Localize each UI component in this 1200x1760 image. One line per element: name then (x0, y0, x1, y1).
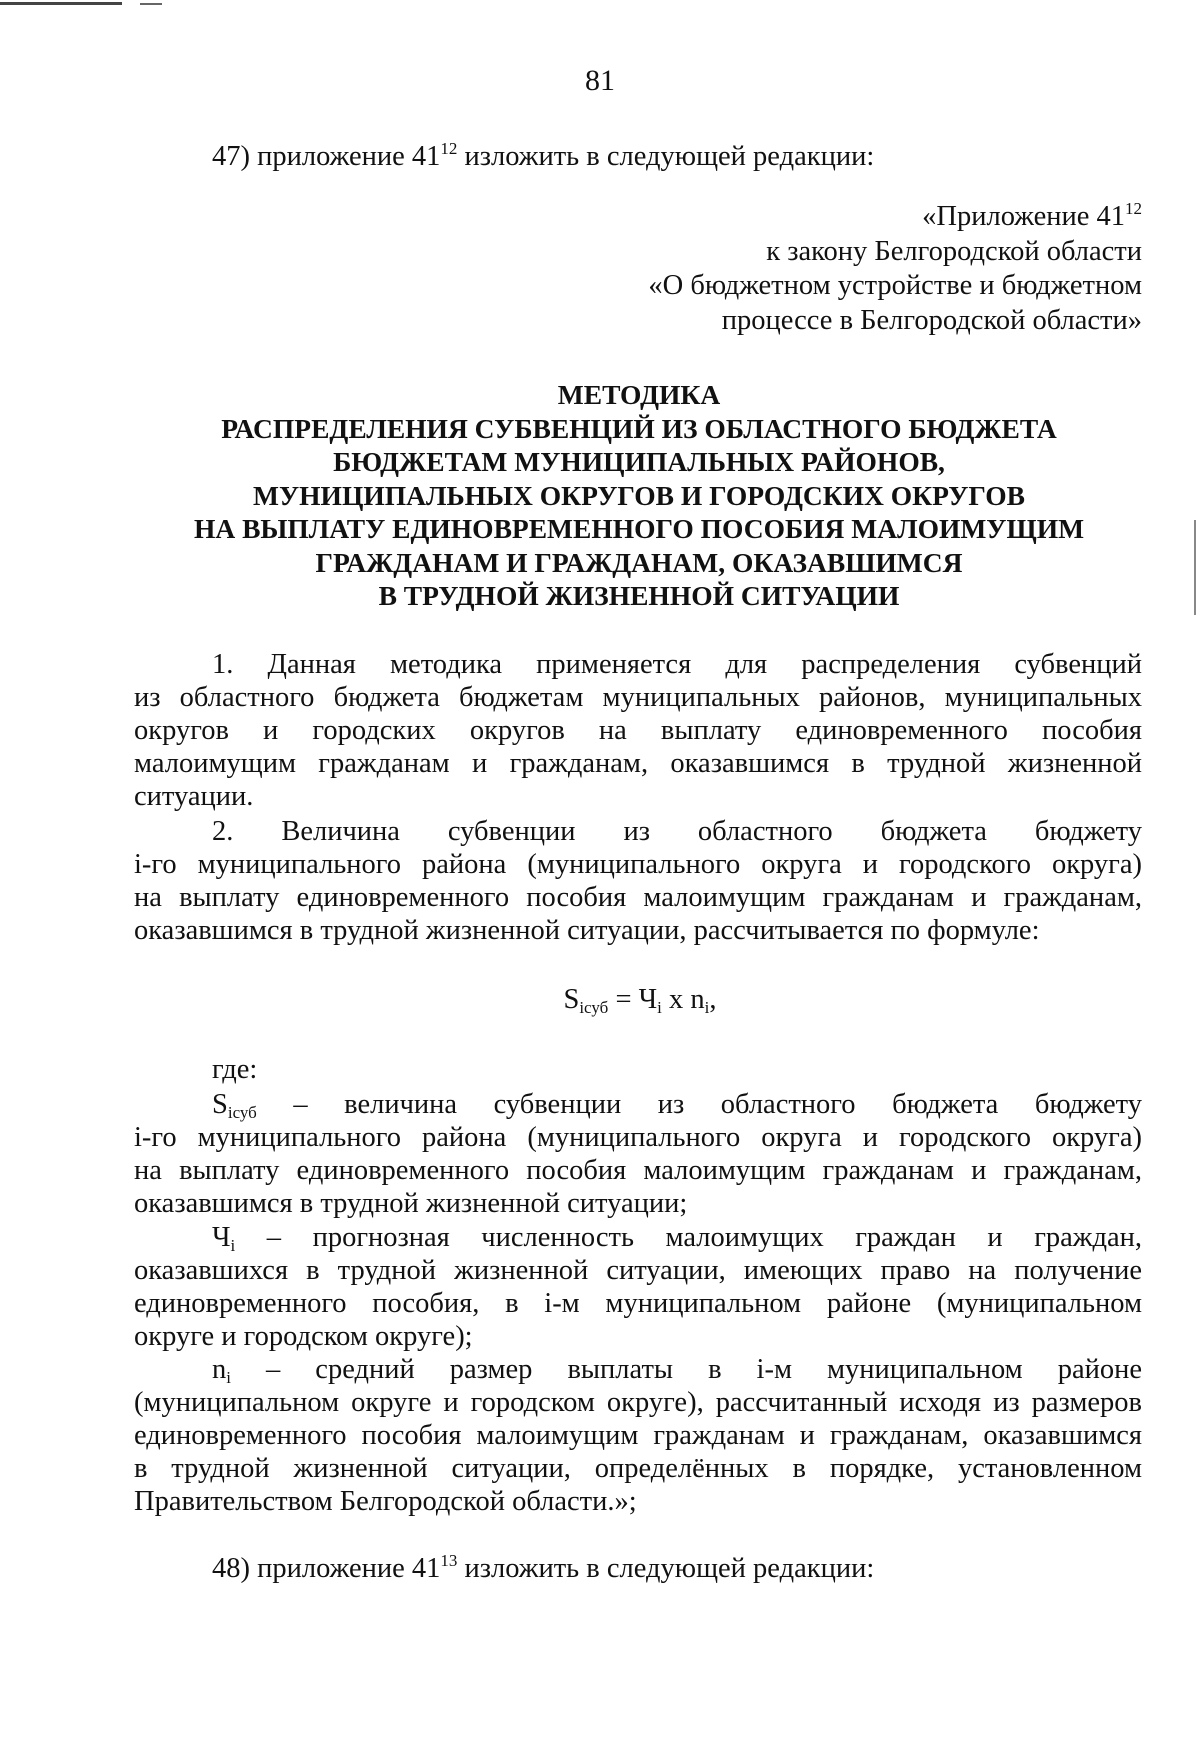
paragraph-line: i-го муниципального района (муниципального округа и городского округа) (134, 849, 1142, 880)
scan-artifact-line (140, 3, 162, 5)
definition-line: округе и городском округе); (134, 1321, 473, 1352)
definition-line (134, 1221, 1142, 1254)
appendix-superscript: 12 (1125, 199, 1142, 218)
title-line: В ТРУДНОЙ ЖИЗНЕННОЙ СИТУАЦИИ (378, 580, 900, 611)
formula-subscript: iсуб (579, 998, 609, 1017)
definition-s (134, 1088, 1142, 1220)
appendix-header (542, 200, 1142, 338)
definition-subscript: iсуб (227, 1103, 257, 1122)
appendix-header-line4: процессе в Белгородской области» (721, 304, 1142, 336)
paragraph-1 (134, 648, 1142, 813)
amendment-48 (212, 1552, 1142, 1585)
appendix-header-line2: к закону Белгородской области (766, 235, 1142, 267)
definition-line: i-го муниципального района (муниципального округа и городского округа) (134, 1122, 1142, 1153)
page-number: 81 (585, 64, 615, 97)
definition-text: – величина субвенции из областного бюджета бюджету (293, 1089, 1142, 1120)
paragraph-line: 1. Данная методика применяется для распределения субвенций (212, 649, 1142, 680)
title-line: ГРАЖДАНАМ И ГРАЖДАНАМ, ОКАЗАВШИМСЯ (315, 546, 963, 578)
definition-text: – прогнозная численность малоимущих граждан и граждан, (266, 1222, 1143, 1253)
formula-part: , (709, 984, 717, 1015)
title-line: РАСПРЕДЕЛЕНИЯ СУБВЕНЦИЙ ИЗ ОБЛАСТНОГО БЮДЖЕТА (221, 412, 1057, 444)
definition-line: в трудной жизненной ситуации, определённых в порядке, установленном (134, 1453, 1142, 1484)
formula-subscript: i (704, 998, 710, 1017)
amendment-47-text-end: изложить в следующей редакции: (457, 141, 875, 172)
where-label: где: (212, 1054, 258, 1085)
amendment-47-text: 47) приложение 41 (212, 141, 441, 172)
definition-line: на выплату единовременного пособия малоимущим гражданам и гражданам, (134, 1155, 1142, 1186)
scan-artifact-line (1194, 520, 1196, 615)
amendment-47 (212, 140, 1142, 173)
definition-line (134, 1353, 1142, 1386)
definition-line: единовременного пособия малоимущим гражданам и гражданам, оказавшимся (134, 1420, 1142, 1451)
paragraph-line: округов и городских округов на выплату единовременного пособия (134, 715, 1142, 746)
formula-symbol: S (563, 984, 580, 1015)
definition-line (134, 1088, 1142, 1121)
title-line: БЮДЖЕТАМ МУНИЦИПАЛЬНЫХ РАЙОНОВ, (333, 446, 945, 477)
definition-line: оказавшимся в трудной жизненной ситуации; (134, 1188, 688, 1219)
title-line: МЕТОДИКА (557, 379, 721, 410)
paragraph-line: оказавшимся в трудной жизненной ситуации, рассчитывается по формуле: (134, 915, 1040, 946)
paragraph-2 (134, 815, 1142, 947)
definition-text: – средний размер выплаты в i-м муниципальном районе (266, 1354, 1143, 1385)
appendix-header-line1 (542, 200, 1142, 235)
title-line: МУНИЦИПАЛЬНЫХ ОКРУГОВ И ГОРОДСКИХ ОКРУГОВ (253, 479, 1025, 511)
definition-line: (муниципальном округе и городском округе), рассчитанный исходя из размеров (134, 1387, 1142, 1418)
formula-part: x n (661, 984, 705, 1015)
formula (0, 984, 1200, 1016)
amendment-48-superscript: 13 (440, 1551, 458, 1570)
definition-symbol: n (212, 1354, 227, 1385)
appendix-header-line3: «О бюджетном устройстве и бюджетном (648, 270, 1142, 301)
title-line: НА ВЫПЛАТУ ЕДИНОВРЕМЕННОГО ПОСОБИЯ МАЛОИМУЩИМ (193, 513, 1085, 544)
definition-symbol: S (212, 1089, 228, 1120)
definition-line: Правительством Белгородской области.»; (134, 1486, 637, 1517)
formula-part: = Ч (608, 984, 658, 1015)
amendment-48-text-end: изложить в следующей редакции: (457, 1553, 875, 1584)
definition-line: единовременного пособия, в i-м муниципальном районе (муниципальном (134, 1288, 1142, 1319)
paragraph-line: малоимущим гражданам и гражданам, оказавшимся в трудной жизненной (134, 748, 1142, 779)
formula-subscript: i (657, 998, 662, 1017)
amendment-48-text: 48) приложение 41 (212, 1553, 441, 1584)
paragraph-line: из областного бюджета бюджетам муниципальных районов, муниципальных (134, 682, 1142, 713)
appendix-title: «Приложение 41 (922, 201, 1125, 232)
paragraph-line: на выплату единовременного пособия малоимущим гражданам и гражданам, (134, 882, 1142, 913)
amendment-47-superscript: 12 (440, 139, 458, 158)
paragraph-line: 2. Величина субвенции из областного бюджета бюджету (212, 816, 1142, 847)
definition-n (134, 1353, 1142, 1518)
definition-symbol: Ч (212, 1222, 231, 1253)
document-title (130, 378, 1148, 613)
paragraph-line: ситуации. (134, 781, 254, 812)
definition-ch (134, 1221, 1142, 1353)
definition-subscript: i (230, 1236, 236, 1255)
definition-subscript: i (226, 1368, 231, 1387)
scan-artifact-line (0, 2, 122, 5)
definition-line: оказавшихся в трудной жизненной ситуации, имеющих право на получение (134, 1255, 1142, 1286)
